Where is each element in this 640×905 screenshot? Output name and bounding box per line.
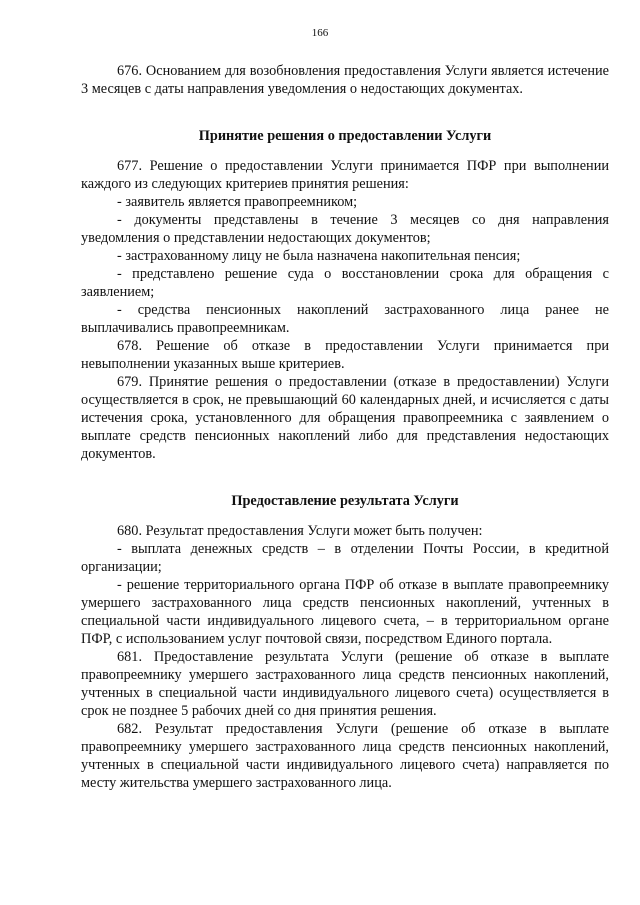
section-heading-result: Предоставление результата Услуги bbox=[231, 493, 459, 509]
page-number: 166 bbox=[311, 27, 329, 39]
criteria-item: - застрахованному лицу не была назначена накопительная пенсия; bbox=[117, 248, 521, 264]
result-item: - выплата денежных средств – в отделении Почты России, в кредитной организации; bbox=[81, 541, 609, 575]
paragraph-676: 676. Основанием для возобновления предоставления Услуги является истечение 3 месяцев с даты направления уведомления о недостающих документах. bbox=[81, 63, 609, 97]
page-content bbox=[81, 62, 609, 792]
criteria-item: - представлено решение суда о восстановлении срока для обращения с заявлением; bbox=[81, 266, 609, 300]
paragraph-682: 682. Результат предоставления Услуги (решение об отказе в выплате правопреемнику умершего застрахованного лица средств пенсионных накоплений, учтенных в специальной части индивидуального лицевого счета) направляется по месту жительства умершего застрахованного лица. bbox=[81, 721, 609, 791]
section-heading-decision: Принятие решения о предоставлении Услуги bbox=[198, 128, 492, 144]
criteria-item: - заявитель является правопреемником; bbox=[117, 194, 358, 210]
paragraph-680: 680. Результат предоставления Услуги может быть получен: bbox=[117, 523, 483, 539]
paragraph-681: 681. Предоставление результата Услуги (решение об отказе в выплате правопреемнику умершего застрахованного лица средств пенсионных накоплений, учтенных в специальной части индивидуального лицевого счета) осуществляется в срок не позднее 5 рабочих дней со дня принятия решения. bbox=[81, 649, 609, 719]
result-item: - решение территориального органа ПФР об отказе в выплате правопреемнику умершего застрахованного лица средств пенсионных накоплений, учтенных в специальной части индивидуального лицевого счета, – в территориальном органе ПФР, с использованием услуг почтовой связи, посредством Единого портала. bbox=[81, 577, 609, 647]
paragraph-678: 678. Решение об отказе в предоставлении Услуги принимается при невыполнении указанных выше критериев. bbox=[81, 338, 609, 372]
paragraph-677: 677. Решение о предоставлении Услуги принимается ПФР при выполнении каждого из следующих критериев принятия решения: bbox=[81, 158, 609, 192]
criteria-item: - документы представлены в течение 3 месяцев со дня направления уведомления о представлении недостающих документов; bbox=[81, 212, 609, 246]
paragraph-679: 679. Принятие решения о предоставлении (отказе в предоставлении) Услуги осуществляется в срок, не превышающий 60 календарных дней, и исчисляется с даты истечения срока, установленного для обращения правопреемника с заявлением о выплате средств пенсионных накоплений либо для представления недостающих документов. bbox=[81, 374, 609, 462]
criteria-item: - средства пенсионных накоплений застрахованного лица ранее не выплачивались правопреемникам. bbox=[81, 302, 609, 336]
